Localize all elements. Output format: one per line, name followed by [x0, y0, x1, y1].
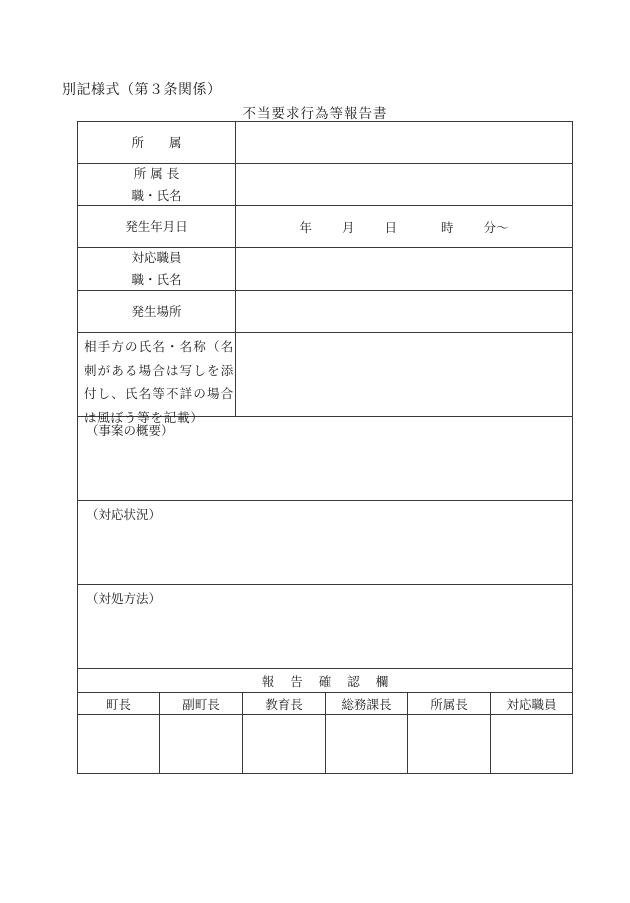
- year-unit-label: 年: [299, 219, 312, 235]
- department-head-title-name-label: 職・氏名: [131, 187, 182, 203]
- affiliation-label-cell: [78, 122, 236, 163]
- general-affairs-chief-column-header: 総務課長: [326, 693, 408, 714]
- responding-staff-column-header: 対応職員: [506, 696, 557, 712]
- responding-staff-row: [78, 248, 572, 291]
- counterparty-label-cell: [78, 333, 236, 425]
- document-title: 不当要求行為等報告書: [242, 106, 388, 122]
- day-unit-label: 日: [384, 219, 397, 235]
- confirmation-title-row: [78, 669, 572, 693]
- overview-section[interactable]: [78, 417, 572, 501]
- responding-staff-field[interactable]: [236, 248, 572, 290]
- department-head-stamp-box[interactable]: [408, 715, 491, 773]
- occurrence-date-label: 発生年月日: [125, 218, 188, 234]
- department-head-column-header: 所属長: [408, 693, 491, 714]
- responding-staff-stamp-box[interactable]: [491, 715, 572, 773]
- overview-heading: （事案の概要）: [86, 423, 174, 438]
- general-affairs-chief-stamp-box[interactable]: [326, 715, 408, 773]
- response-status-heading: （対応状況）: [86, 507, 162, 522]
- department-head-label-cell: [78, 164, 236, 205]
- mayor-column-header: 町長: [78, 693, 160, 714]
- occurrence-place-label: 発生場所: [131, 303, 182, 319]
- occurrence-place-row: [78, 291, 572, 333]
- department-head-label: 所 属 長: [133, 165, 180, 181]
- countermeasure-heading: （対処方法）: [86, 591, 162, 606]
- superintendent-column-header: 教育長: [243, 693, 326, 714]
- superintendent-stamp-box[interactable]: [243, 715, 326, 773]
- counterparty-label: 相手方の氏名・名称（名刺がある場合は写しを添付し、氏名等不詳の場合は風ぼう等を記載）: [84, 339, 234, 425]
- month-unit-label: 月: [341, 219, 355, 235]
- occurrence-place-label-cell: [78, 291, 236, 332]
- counterparty-row: [78, 333, 572, 425]
- department-head-row: [78, 164, 572, 206]
- hour-unit-label: 時: [441, 219, 454, 235]
- affiliation-row: [78, 122, 572, 164]
- occurrence-place-field[interactable]: [236, 291, 572, 332]
- confirmation-header-row: [78, 693, 572, 715]
- occurrence-date-row: [78, 206, 572, 248]
- deputy-mayor-column-header: 副町長: [160, 693, 243, 714]
- deputy-mayor-stamp-box[interactable]: [160, 715, 243, 773]
- countermeasure-section[interactable]: [78, 585, 572, 669]
- department-head-field[interactable]: [236, 164, 572, 205]
- occurrence-date-label-cell: [78, 206, 236, 247]
- form-label: 別記様式（第３条関係）: [62, 82, 222, 98]
- responding-staff-label: 対応職員: [131, 250, 182, 265]
- responding-staff-title-name-label: 職・氏名: [131, 272, 182, 287]
- confirmation-title: 報告確認欄: [261, 673, 405, 689]
- affiliation-field[interactable]: [236, 122, 572, 163]
- minute-unit-label: 分～: [483, 219, 509, 235]
- report-form: [77, 121, 573, 774]
- affiliation-label: 所 属: [131, 134, 182, 150]
- response-status-section[interactable]: [78, 501, 572, 585]
- occurrence-date-field[interactable]: [236, 206, 572, 247]
- mayor-stamp-box[interactable]: [78, 715, 160, 773]
- responding-staff-label-cell: [78, 248, 236, 290]
- confirmation-stamp-row: [78, 715, 572, 773]
- counterparty-field[interactable]: [236, 333, 572, 416]
